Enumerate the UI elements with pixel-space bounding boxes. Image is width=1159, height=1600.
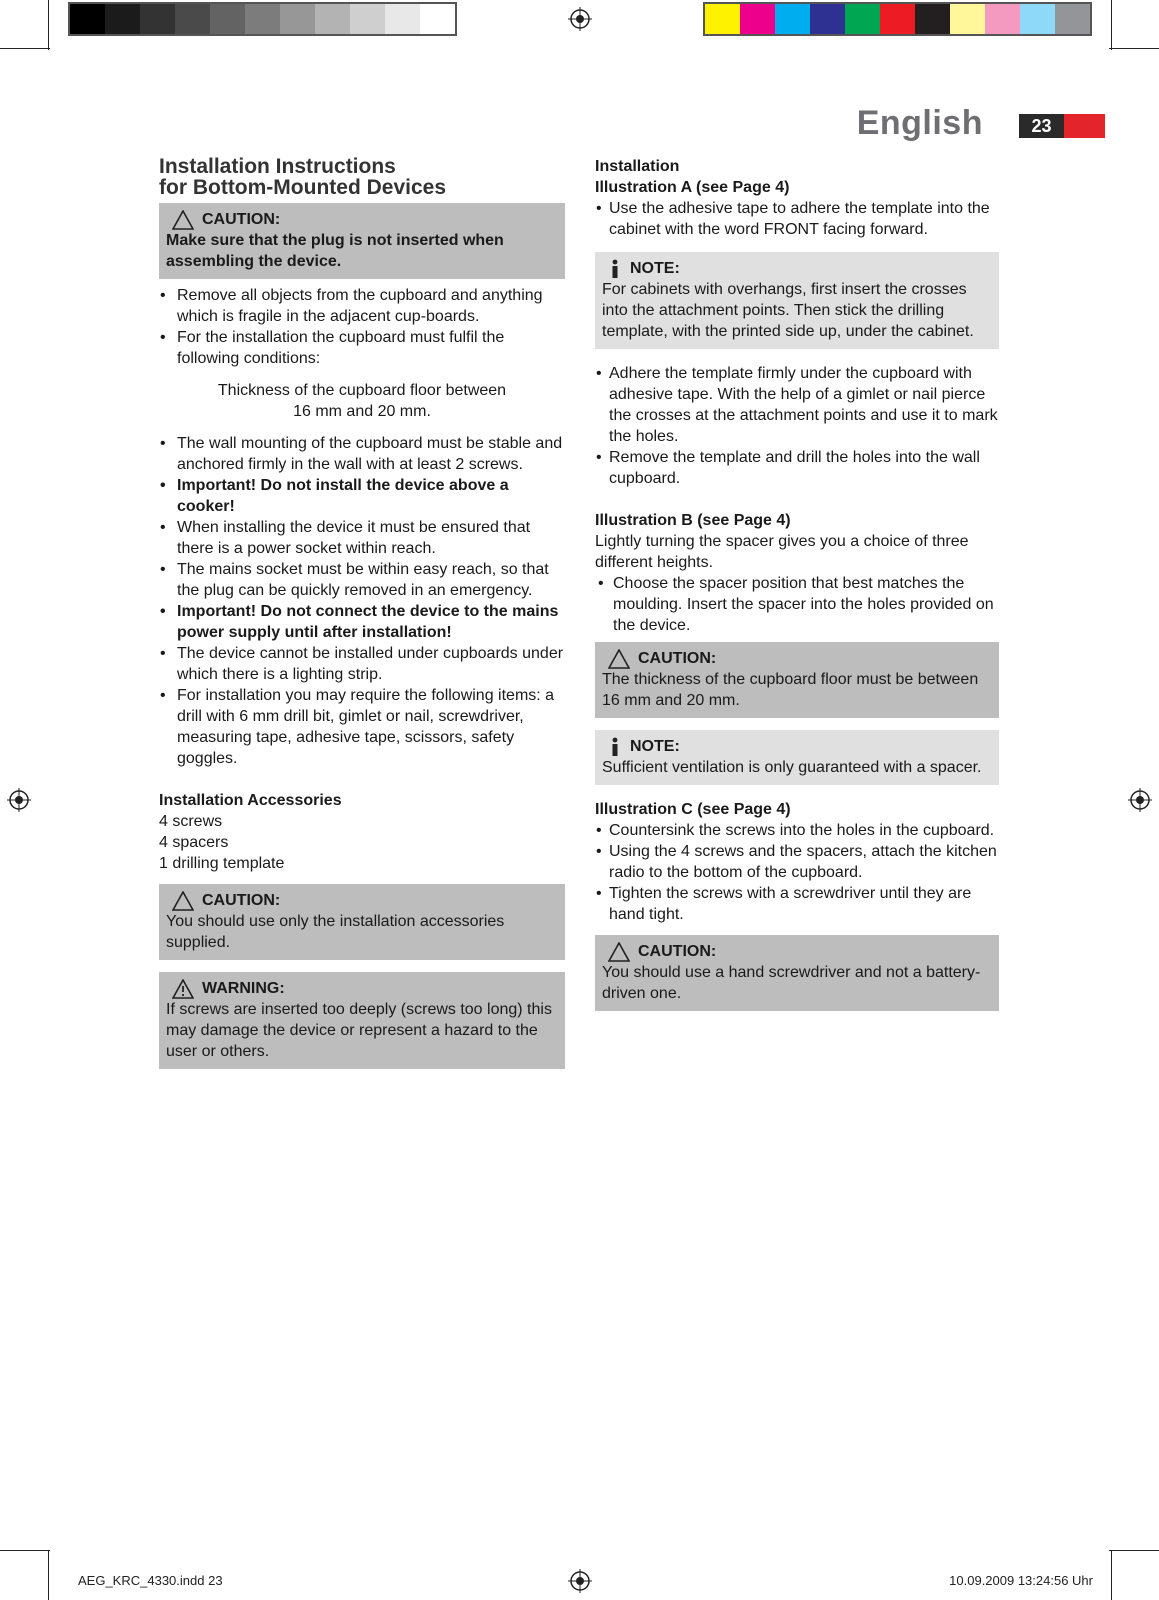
warning-triangle-icon (172, 891, 194, 911)
color-swatch (315, 4, 350, 34)
color-swatch (280, 4, 315, 34)
note-box (595, 252, 999, 349)
list-item: • The device cannot be installed under cupboards under which there is a lighting strip. (159, 643, 565, 685)
installation-heading: Installation (595, 158, 680, 175)
list-item: • Important! Do not install the device above a cooker! (159, 475, 565, 517)
caution-box (159, 884, 565, 960)
list-item: • Use the adhesive tape to adhere the template into the cabinet with the word FRONT facing forward. (595, 198, 999, 240)
caution-text: Make sure that the plug is not inserted when assembling the device. (166, 232, 504, 270)
color-swatch (880, 4, 915, 34)
warning-triangle-icon (608, 649, 630, 669)
color-swatch (385, 4, 420, 34)
list-item: • The wall mounting of the cupboard must be stable and anchored firmly in the wall with at least 2 screws. (159, 433, 565, 475)
registration-mark-icon (568, 7, 592, 31)
list-item: • Using the 4 screws and the spacers, attach the kitchen radio to the bottom of the cupboard. (595, 841, 999, 883)
crop-mark (1109, 1550, 1159, 1551)
condition-line: 16 mm and 20 mm. (293, 403, 431, 420)
left-column (159, 156, 565, 1069)
caution-label: CAUTION: (202, 211, 281, 228)
registration-mark-icon (7, 788, 31, 812)
accessory-item: 1 drilling template (159, 855, 285, 872)
caution-label: CAUTION: (202, 892, 281, 909)
info-icon (608, 737, 622, 757)
color-swatch (950, 4, 985, 34)
illustration-b-heading: Illustration B (see Page 4) (595, 512, 791, 529)
process-color-bar (703, 2, 1092, 36)
info-icon (608, 259, 622, 279)
accessory-item: 4 spacers (159, 834, 229, 851)
list-item: • Choose the spacer position that best matches the moulding. Insert the spacer into the holes provided on the device. (595, 573, 999, 636)
section-title-line2: for Bottom-Mounted Devices (159, 176, 447, 199)
color-swatch (985, 4, 1020, 34)
color-swatch (1020, 4, 1055, 34)
crop-mark (1109, 48, 1159, 49)
caution-text: You should use a hand screwdriver and not a battery-driven one. (602, 964, 981, 1002)
color-swatch (420, 4, 455, 34)
language-heading: English (856, 104, 983, 142)
list-item: • Remove the template and drill the holes into the wall cupboard. (595, 447, 999, 489)
crop-mark (0, 48, 50, 49)
illustration-b-intro: Lightly turning the spacer gives you a choice of three different heights. (595, 533, 969, 571)
color-swatch (70, 4, 105, 34)
color-swatch (210, 4, 245, 34)
warning-label: WARNING: (202, 980, 285, 997)
registration-mark-icon (1128, 788, 1152, 812)
list-item: • Tighten the screws with a screwdriver until they are hand tight. (595, 883, 999, 925)
color-swatch (105, 4, 140, 34)
illustration-a-heading: Illustration A (see Page 4) (595, 179, 790, 196)
color-swatch (810, 4, 845, 34)
color-swatch (245, 4, 280, 34)
warning-exclamation-icon (172, 979, 194, 999)
caution-text: You should use only the installation accessories supplied. (166, 913, 505, 951)
section-title-line1: Installation Instructions (159, 155, 396, 178)
caution-box (595, 642, 999, 718)
caution-label: CAUTION: (638, 650, 717, 667)
condition-text (159, 380, 565, 422)
note-box (595, 730, 999, 785)
caution-label: CAUTION: (638, 943, 717, 960)
caution-text: The thickness of the cupboard floor must be between 16 mm and 20 mm. (602, 671, 979, 709)
note-label: NOTE: (630, 260, 680, 277)
accessories-list (159, 811, 565, 874)
crop-mark (1111, 1550, 1112, 1600)
bullet-list (595, 363, 999, 489)
color-swatch (350, 4, 385, 34)
color-swatch (175, 4, 210, 34)
footer-file: AEG_KRC_4330.indd 23 (78, 1573, 223, 1588)
list-item: • Remove all objects from the cupboard and anything which is fragile in the adjacent cup-boards. (159, 285, 565, 327)
color-swatch (845, 4, 880, 34)
color-swatch (1055, 4, 1090, 34)
condition-line: Thickness of the cupboard floor between (217, 382, 507, 399)
list-item: • Countersink the screws into the holes in the cupboard. (595, 820, 999, 841)
bullet-list (595, 198, 999, 240)
illustration-c-heading: Illustration C (see Page 4) (595, 801, 791, 818)
page-number: 23 (1019, 114, 1064, 138)
color-swatch (775, 4, 810, 34)
crop-mark (48, 1550, 49, 1600)
crop-mark (1111, 0, 1112, 50)
list-item: • Adhere the template firmly under the cupboard with adhesive tape. With the help of a gimlet or nail pierce the crosses at the attachment points and use it to mark the holes. (595, 363, 999, 447)
note-label: NOTE: (630, 738, 680, 755)
list-item: • When installing the device it must be ensured that there is a power socket within reach. (159, 517, 565, 559)
registration-mark-icon (568, 1569, 592, 1593)
color-swatch (915, 4, 950, 34)
crop-mark (48, 0, 49, 50)
right-column (595, 156, 999, 1011)
footer-timestamp: 10.09.2009 13:24:56 Uhr (949, 1573, 1093, 1588)
section-title (159, 156, 565, 198)
note-text: Sufficient ventilation is only guaranteed with a spacer. (602, 759, 982, 776)
list-item: • For installation you may require the following items: a drill with 6 mm drill bit, gimlet or nail, screwdriver, measuring tape, adhesive tape, scissors, safety goggles. (159, 685, 565, 769)
list-item: • The mains socket must be within easy reach, so that the plug can be quickly removed in an emergency. (159, 559, 565, 601)
crop-mark (0, 1550, 50, 1551)
bullet-list (159, 433, 565, 769)
color-swatch (705, 4, 740, 34)
note-text: For cabinets with overhangs, first insert the crosses into the attachment points. Then stick the drilling template, with the printed side up, under the cabinet. (602, 281, 974, 340)
warning-box (159, 972, 565, 1069)
caution-box (159, 203, 565, 279)
color-swatch (740, 4, 775, 34)
bullet-list (595, 820, 999, 925)
warning-triangle-icon (608, 942, 630, 962)
warning-text: If screws are inserted too deeply (screws too long) this may damage the device or represent a hazard to the user or others. (166, 1001, 552, 1060)
gray-color-bar (68, 2, 457, 36)
bullet-list (595, 573, 999, 636)
bullet-list (159, 285, 565, 369)
accessories-heading: Installation Accessories (159, 792, 342, 809)
list-item: • Important! Do not connect the device to the mains power supply until after installation! (159, 601, 565, 643)
accessory-item: 4 screws (159, 813, 223, 830)
color-swatch (140, 4, 175, 34)
warning-triangle-icon (172, 210, 194, 230)
list-item: • For the installation the cupboard must fulfil the following conditions: (159, 327, 565, 369)
caution-box (595, 935, 999, 1011)
